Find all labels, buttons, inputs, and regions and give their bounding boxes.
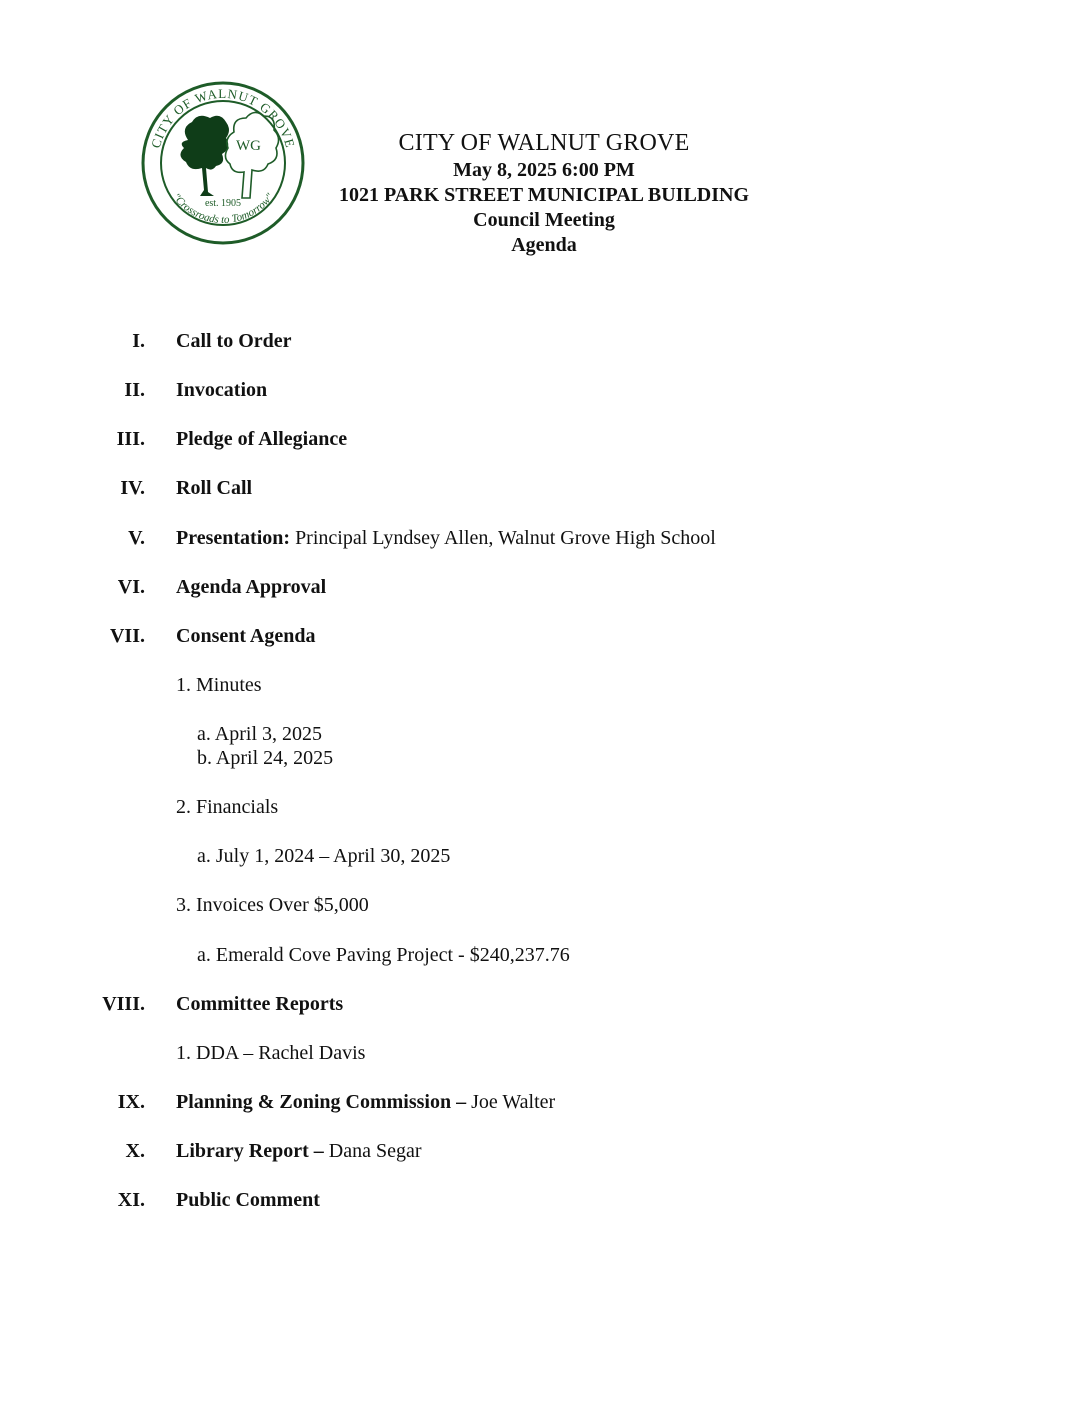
city-seal-logo xyxy=(140,80,306,246)
sub-sub-item xyxy=(197,721,322,747)
document-header xyxy=(300,128,788,258)
svg-text:CITY OF WALNUT GROVE: CITY OF WALNUT GROVE xyxy=(147,85,299,150)
agenda-item xyxy=(0,475,1088,501)
agenda-item xyxy=(0,991,1088,1017)
item-label: Roll Call xyxy=(176,477,253,499)
meeting-datetime: May 8, 2025 6:00 PM xyxy=(453,159,635,181)
item-numeral: I. xyxy=(132,330,145,352)
item-text xyxy=(176,525,716,551)
sub-sub-item xyxy=(197,942,570,968)
agenda-item xyxy=(0,1187,1088,1213)
sub-item-label: Financials xyxy=(196,796,279,818)
item-label: Committee Reports xyxy=(176,993,344,1015)
sub-item-number: 3. xyxy=(176,894,191,916)
item-label: Planning & Zoning Commission – xyxy=(176,1091,467,1113)
sub-sub-item-label: April 24, 2025 xyxy=(215,747,334,769)
item-numeral: VI. xyxy=(117,576,145,598)
meeting-type: Council Meeting xyxy=(473,209,615,231)
sub-item-label: DDA – Rachel Davis xyxy=(196,1042,366,1064)
agenda-item xyxy=(0,1089,1088,1115)
item-label: Consent Agenda xyxy=(176,625,316,647)
item-numeral: VIII. xyxy=(102,993,145,1015)
item-numeral: II. xyxy=(124,379,145,401)
sub-sub-item-letter: a. xyxy=(197,944,211,966)
sub-item xyxy=(176,672,262,698)
agenda-item xyxy=(0,328,1088,354)
item-numeral: VII. xyxy=(109,625,145,647)
item-label: Library Report – xyxy=(176,1140,324,1162)
item-numeral: V. xyxy=(128,527,145,549)
sub-sub-item-label: April 3, 2025 xyxy=(214,723,323,745)
item-label: Invocation xyxy=(176,379,268,401)
agenda-item xyxy=(0,574,1088,600)
sub-sub-item-letter: a. xyxy=(197,845,211,867)
svg-text:"Crossroads to Tomorrow": "Crossroads to Tomorrow" xyxy=(169,191,277,226)
item-text xyxy=(176,1138,422,1164)
item-label: Agenda Approval xyxy=(176,576,327,598)
sub-item xyxy=(176,892,369,918)
sub-item-number: 2. xyxy=(176,796,191,818)
agenda-item xyxy=(0,377,1088,403)
item-label: Presentation: xyxy=(176,527,291,549)
agenda-item xyxy=(0,623,1088,649)
agenda-item xyxy=(0,1138,1088,1164)
sub-sub-item-letter: a. xyxy=(197,723,211,745)
sub-item xyxy=(176,1040,365,1066)
item-text xyxy=(176,1089,555,1115)
item-numeral: IX. xyxy=(117,1091,145,1113)
sub-sub-item-label: July 1, 2024 – April 30, 2025 xyxy=(215,845,451,867)
item-detail: Joe Walter xyxy=(466,1091,556,1113)
agenda-item xyxy=(0,525,1088,551)
sub-item xyxy=(176,794,278,820)
sub-item-label: Minutes xyxy=(196,674,262,696)
sub-sub-item xyxy=(197,745,333,771)
item-detail: Principal Lyndsey Allen, Walnut Grove High School xyxy=(290,527,716,549)
sub-item-number: 1. xyxy=(176,1042,191,1064)
document-type: Agenda xyxy=(511,234,577,256)
item-label: Call to Order xyxy=(176,330,292,352)
svg-text:est. 1905: est. 1905 xyxy=(204,198,242,209)
item-label: Pledge of Allegiance xyxy=(176,428,348,450)
item-detail: Dana Segar xyxy=(323,1140,422,1162)
item-numeral: XI. xyxy=(117,1189,145,1211)
item-label: Public Comment xyxy=(176,1189,320,1211)
item-numeral: III. xyxy=(116,428,145,450)
meeting-location: 1021 PARK STREET MUNICIPAL BUILDING xyxy=(338,184,750,206)
sub-sub-item-letter: b. xyxy=(197,747,212,769)
city-title: CITY OF WALNUT GROVE xyxy=(398,130,690,156)
item-numeral: IV. xyxy=(120,477,145,499)
item-numeral: X. xyxy=(125,1140,145,1162)
sub-item-label: Invoices Over $5,000 xyxy=(196,894,369,916)
agenda-item xyxy=(0,426,1088,452)
sub-sub-item-label: Emerald Cove Paving Project - $240,237.76 xyxy=(215,944,570,966)
svg-text:WG: WG xyxy=(236,138,261,154)
sub-item-number: 1. xyxy=(176,674,191,696)
sub-sub-item xyxy=(197,843,450,869)
